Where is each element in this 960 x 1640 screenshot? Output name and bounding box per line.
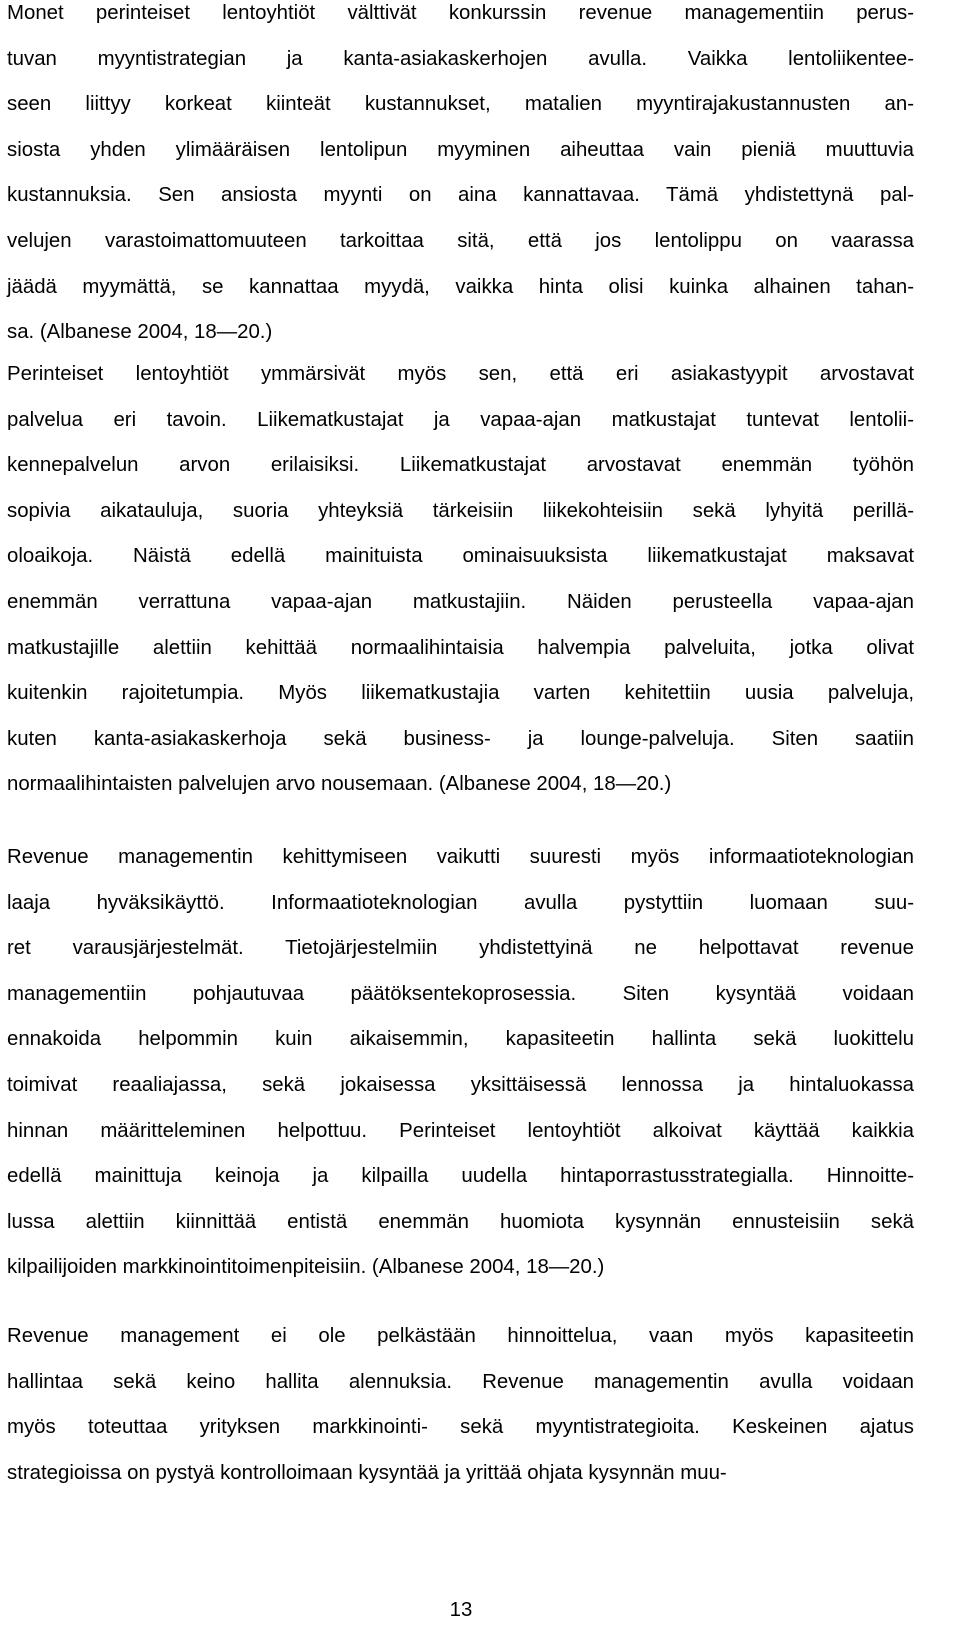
text-line: hinnan määritteleminen helpottuu. Perinteiset lentoyhtiöt alkoivat käyttää kaikkia [7, 1119, 914, 1142]
text-line: sa. (Albanese 2004, 18—20.) [7, 321, 273, 344]
text-line: enemmän verrattuna vapaa-ajan matkustajiin. Näiden perusteella vapaa-ajan [7, 590, 914, 613]
text-line: hallintaa sekä keino hallita alennuksia. Revenue managementin avulla voidaan [7, 1370, 914, 1393]
text-line: kennepalvelun arvon erilaisiksi. Liikematkustajat arvostavat enemmän työhön [7, 454, 914, 477]
page-number: 13 [449, 1599, 473, 1621]
text-line: sopivia aikatauluja, suoria yhteyksiä tärkeisiin liikekohteisiin sekä lyhyitä perillä- [7, 499, 914, 522]
text-line: managementiin pohjautuvaa päätöksentekoprosessia. Siten kysyntää voidaan [7, 982, 914, 1005]
text-line: toimivat reaaliajassa, sekä jokaisessa yksittäisessä lennossa ja hintaluokassa [7, 1073, 914, 1096]
paragraph-1 [7, 0, 914, 356]
text-line: matkustajille alettiin kehittää normaalihintaisia halvempia palveluita, jotka olivat [7, 636, 914, 659]
text-line: Perinteiset lentoyhtiöt ymmärsivät myös sen, että eri asiakastyypit arvostavat [7, 363, 914, 385]
text-line: myös toteuttaa yrityksen markkinointi- sekä myyntistrategioita. Keskeinen ajatus [7, 1416, 914, 1439]
text-line: lussa alettiin kiinnittää entistä enemmän huomiota kysynnän ennusteisiin sekä [7, 1210, 914, 1233]
text-line: edellä mainittuja keinoja ja kilpailla uudella hintaporrastusstrategialla. Hinnoitte- [7, 1165, 914, 1188]
text-line: strategioissa on pystyä kontrolloimaan kysyntää ja yrittää ohjata kysynnän muu- [7, 1461, 727, 1484]
text-line: Revenue managementin kehittymiseen vaikutti suuresti myös informaatioteknologian [7, 846, 914, 868]
text-line: Monet perinteiset lentoyhtiöt välttivät konkurssin revenue managementiin perus- [7, 2, 914, 24]
text-line: siosta yhden ylimääräisen lentolipun myyminen aiheuttaa vain pieniä muuttuvia [7, 138, 914, 161]
text-line: tuvan myyntistrategian ja kanta-asiakaskerhojen avulla. Vaikka lentoliikentee- [7, 47, 914, 70]
paragraph-2 [7, 352, 914, 808]
text-line: velujen varastoimattomuuteen tarkoittaa sitä, että jos lentolippu on vaarassa [7, 229, 914, 252]
text-line: normaalihintaisten palvelujen arvo nousemaan. (Albanese 2004, 18—20.) [7, 773, 672, 796]
text-line: laaja hyväksikäyttö. Informaatioteknologian avulla pystyttiin luomaan suu- [7, 891, 914, 914]
text-line: jäädä myymättä, se kannattaa myydä, vaikka hinta olisi kuinka alhainen tahan- [7, 275, 914, 298]
text-line: ennakoida helpommin kuin aikaisemmin, kapasiteetin hallinta sekä luokittelu [7, 1028, 914, 1051]
text-line: kilpailijoiden markkinointitoimenpiteisiin. (Albanese 2004, 18—20.) [7, 1256, 605, 1279]
text-line: kustannuksia. Sen ansiosta myynti on aina kannattavaa. Tämä yhdistettynä pal- [7, 184, 914, 207]
text-line: palvelua eri tavoin. Liikematkustajat ja vapaa-ajan matkustajat tuntevat lentolii- [7, 408, 914, 431]
text-line: ret varausjärjestelmät. Tietojärjestelmiin yhdistettyinä ne helpottavat revenue [7, 937, 914, 960]
text-line: oloaikoja. Näistä edellä mainituista ominaisuuksista liikematkustajat maksavat [7, 545, 914, 568]
text-line: kuitenkin rajoitetumpia. Myös liikematkustajia varten kehitettiin uusia palveluja, [7, 682, 914, 705]
paragraph-4 [7, 1314, 914, 1496]
text-line: kuten kanta-asiakaskerhoja sekä business- ja lounge-palveluja. Siten saatiin [7, 727, 914, 750]
text-line: Revenue management ei ole pelkästään hinnoittelua, vaan myös kapasiteetin [7, 1325, 914, 1347]
text-line: seen liittyy korkeat kiinteät kustannukset, matalien myyntirajakustannusten an- [7, 93, 914, 116]
paragraph-3 [7, 835, 914, 1291]
